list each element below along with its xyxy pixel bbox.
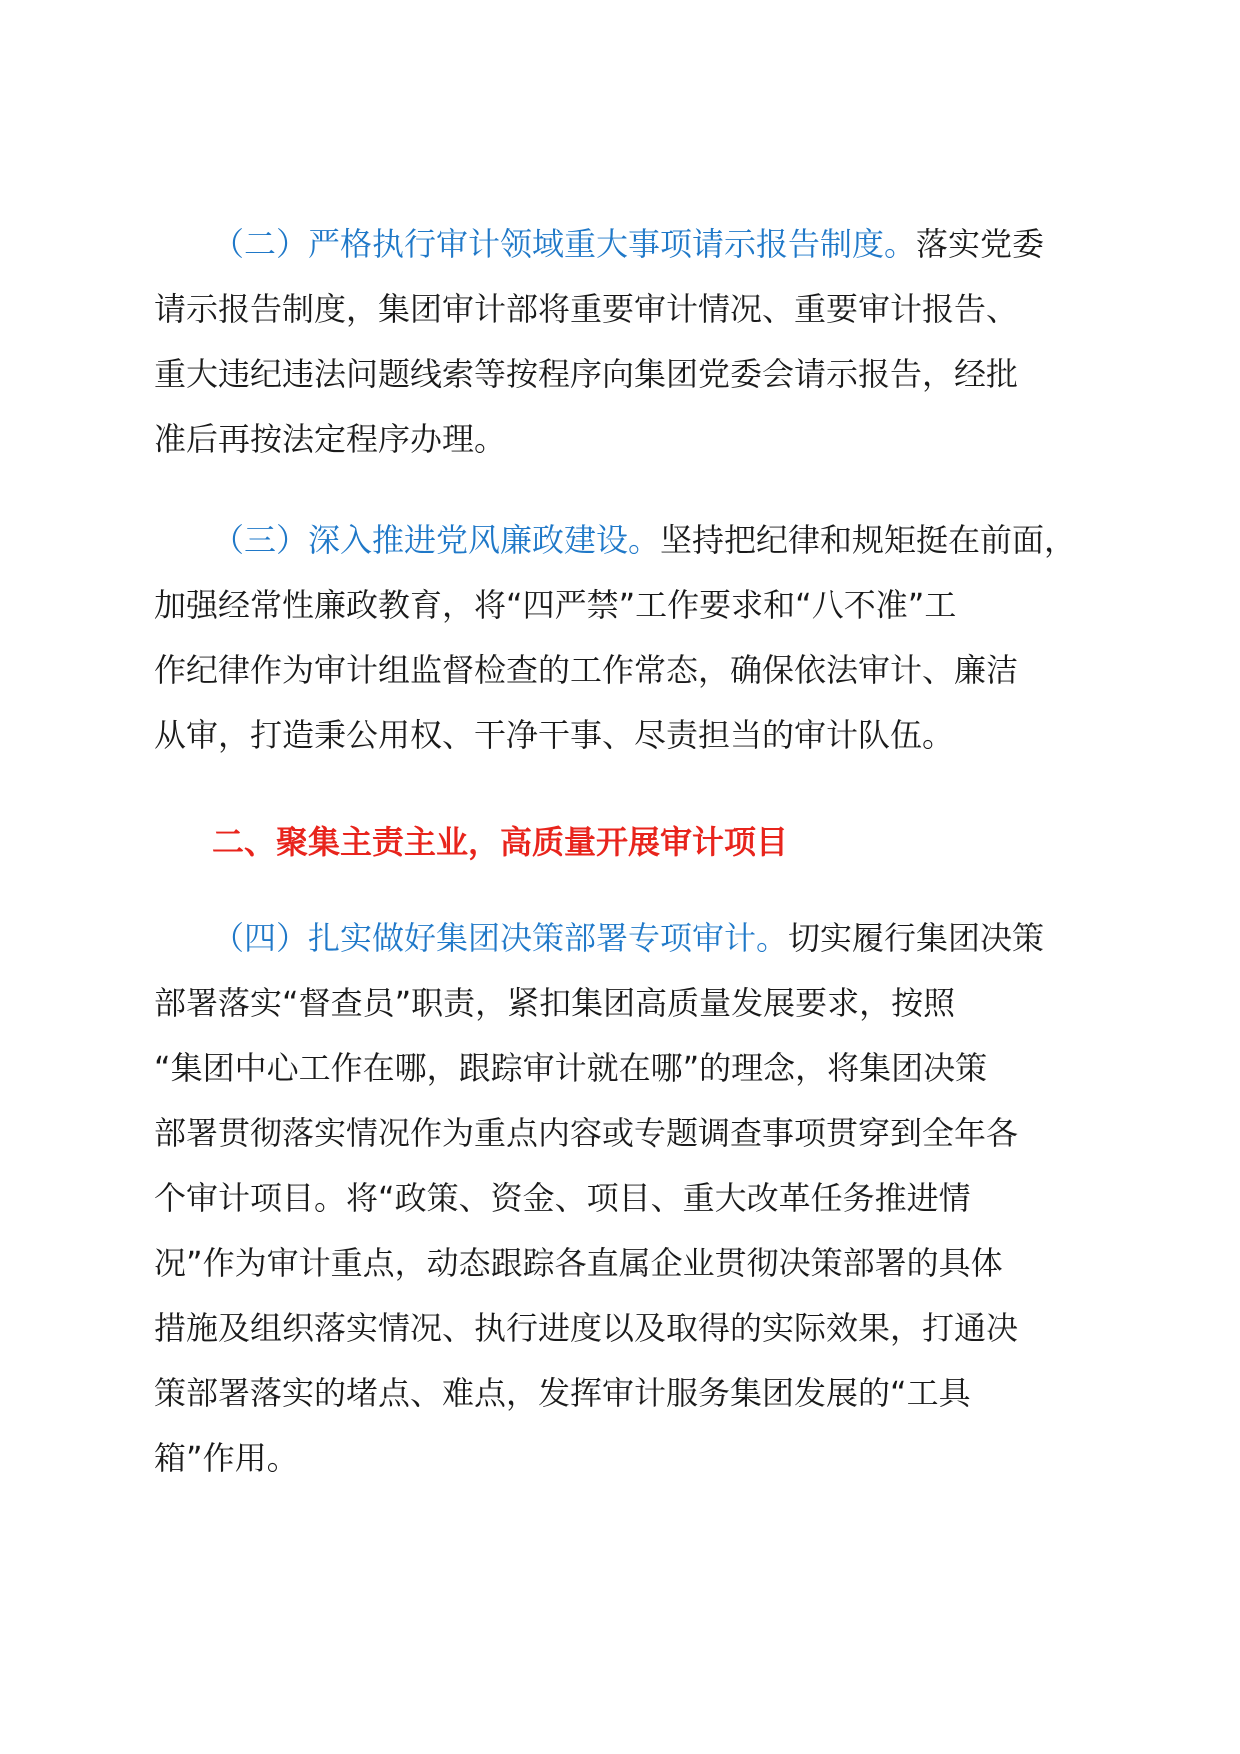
paragraph-line: 请示报告制度，集团审计部将重要审计情况、重要审计报告、 [154, 290, 1019, 328]
chapter-heading: 二、聚集主责主业，高质量开展审计项目 [212, 823, 789, 861]
paragraph-line: 作纪律作为审计组监督检查的工作常态，确保依法审计、廉洁 [154, 651, 1019, 689]
section-heading: （二）严格执行审计领域重大事项请示报告制度。 [212, 225, 917, 263]
paragraph-line: 部署贯彻落实情况作为重点内容或专题调查事项贯穿到全年各 [154, 1114, 1019, 1152]
paragraph-line: 加强经常性廉政教育，将“四严禁”工作要求和“八不准”工 [154, 586, 957, 624]
section-heading: （四）扎实做好集团决策部署专项审计。 [212, 919, 789, 957]
body-text: 坚持把纪律和规矩挺在前面， [660, 521, 1077, 559]
paragraph-line: 准后再按法定程序办理。 [154, 420, 507, 458]
body-text: 切实履行集团决策 [788, 919, 1045, 957]
paragraph-line: 个审计项目。将“政策、资金、项目、重大改革任务推进情 [154, 1179, 971, 1217]
paragraph-line: 从审，打造秉公用权、干净干事、尽责担当的审计队伍。 [154, 716, 955, 754]
paragraph-line: 策部署落实的堵点、难点，发挥审计服务集团发展的“工具 [154, 1374, 971, 1412]
body-text: 落实党委 [916, 225, 1045, 263]
section-heading: （三）深入推进党风廉政建设。 [212, 521, 661, 559]
paragraph-line [154, 508, 1094, 573]
paragraph-line: 况”作为审计重点，动态跟踪各直属企业贯彻决策部署的具体 [154, 1244, 1003, 1282]
paragraph-line [154, 212, 1094, 277]
paragraph-section-3 [154, 508, 1094, 768]
paragraph-section-4 [154, 906, 1094, 1491]
paragraph-line: “集团中心工作在哪，跟踪审计就在哪”的理念，将集团决策 [154, 1049, 988, 1087]
paragraph-line: 箱”作用。 [154, 1439, 299, 1477]
paragraph-section-2 [154, 212, 1094, 472]
paragraph-line: 部署落实“督查员”职责，紧扣集团高质量发展要求，按照 [154, 984, 956, 1022]
paragraph-line: 重大违纪违法问题线索等按程序向集团党委会请示报告，经批 [154, 355, 1019, 393]
paragraph-line: 措施及组织落实情况、执行进度以及取得的实际效果，打通决 [154, 1309, 1019, 1347]
paragraph-line [154, 906, 1094, 971]
